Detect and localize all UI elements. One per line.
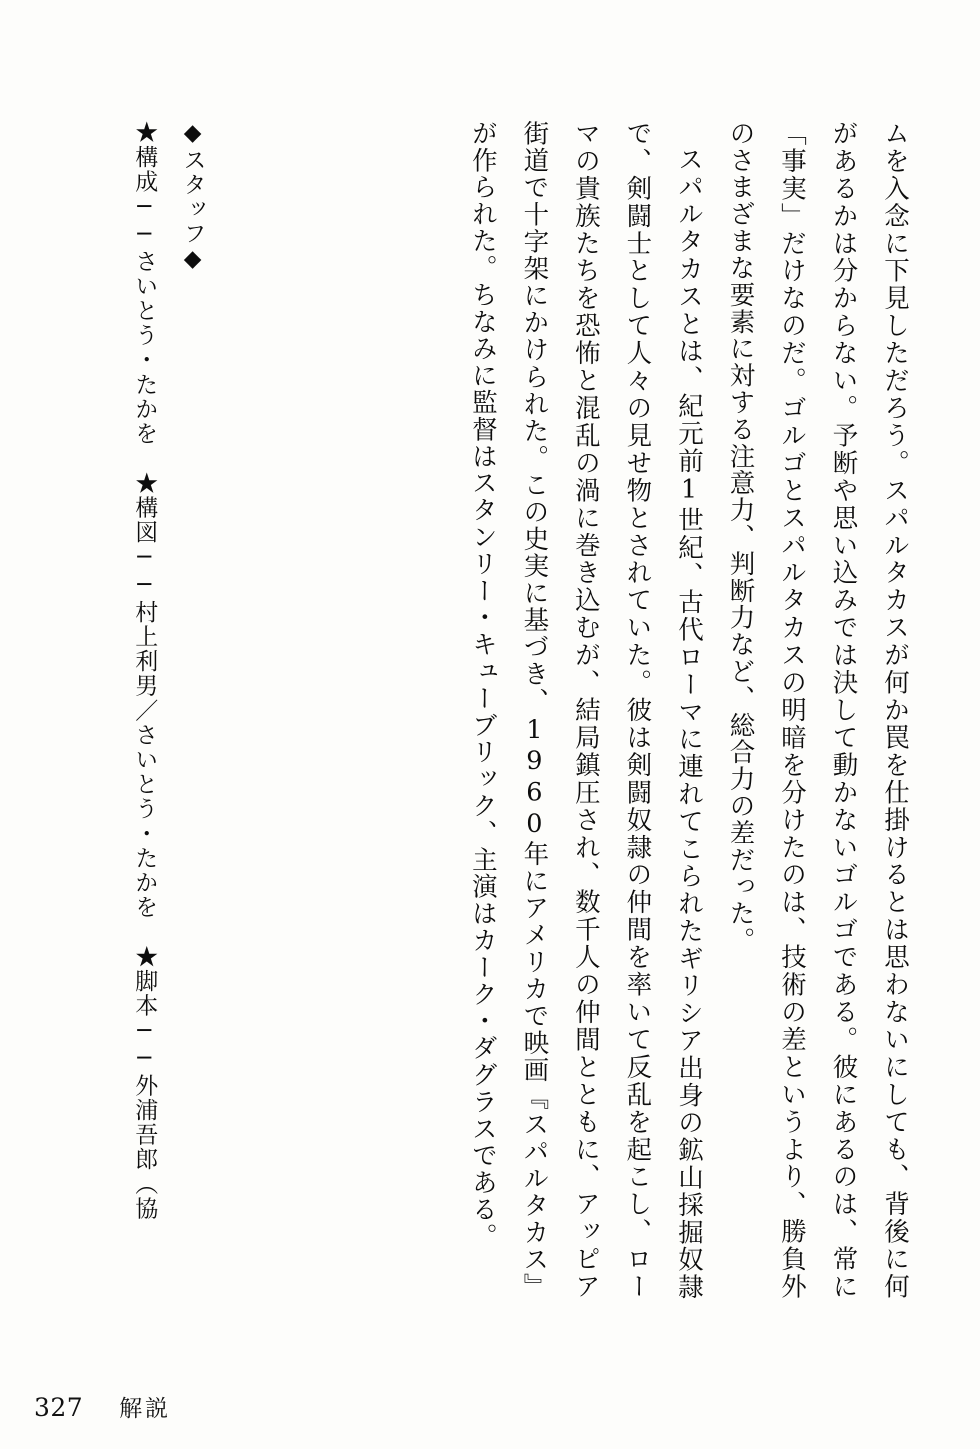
page-number: 327 — [34, 1393, 84, 1422]
staff-heading: ◆スタッフ◆ — [179, 120, 206, 274]
body-paragraph-2: スパルタカスとは、紀元前1世紀、古代ローマに連れてこられたギリシア出身の鉱山採掘奴隷で、剣闘士として人々の見せ物とされていた。彼は剣闘奴隷の仲間を率いて反乱を起こし、ローマの貴族たちを恐怖と混乱の渦に巻き込むが、結局鎮圧され、数千人の仲間とともに、アッピア街道で十字架にかけられた。この史実に基づき、1960年にアメリカで映画『スパルタカス』が作られた。ちなみに監督はスタンリー・キューブリック、主演はカーク・ダグラスである。 — [467, 120, 704, 1300]
staff-section — [120, 120, 217, 1300]
body-paragraph-1: ムを入念に下見しただろう。スパルタカスが何か罠を仕掛けるとは思わないにしても、背後に何があるかは分からない。予断や思い込みでは決して動かないゴルゴである。彼にあるのは、常に「事実」だけなのだ。ゴルゴとスパルタカスの明暗を分けたのは、技術の差というより、勝負外のさまざまな要素に対する注意力、判断力など、総合力の差だった。 — [725, 120, 910, 1300]
running-head: 解説 — [119, 1396, 171, 1422]
page-footer — [34, 1390, 171, 1423]
body-text-column — [160, 120, 920, 1300]
staff-credits: ★構成──さいとう・たかを ★構図──村上利男／さいとう・たかを ★脚本──外浦吾郎（協 — [131, 120, 158, 1221]
